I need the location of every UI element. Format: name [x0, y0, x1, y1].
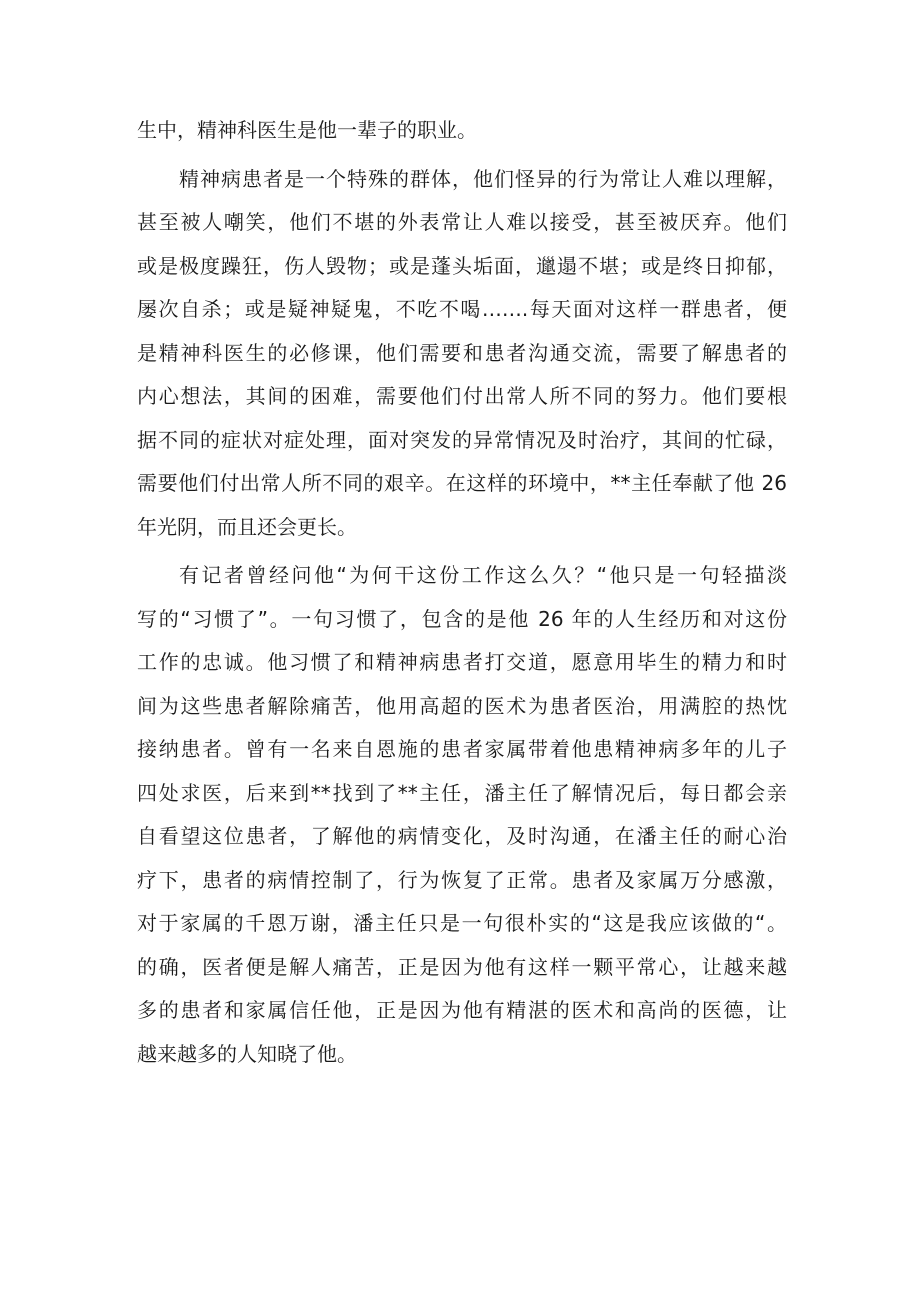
paragraph-1	[137, 109, 787, 153]
text-line: 接纳患者。曾有一名来自恩施的患者家属带着他患精神病多年的儿子	[137, 737, 787, 761]
text-line: 的确，医者便是解人痛苦，正是因为他有这样一颗平常心，让越来越	[137, 954, 787, 979]
text-line: 据不同的症状对症处理，面对突发的异常情况及时治疗，其间的忙碌，	[137, 427, 787, 452]
text-line: 需要他们付出常人所不同的艰辛。在这样的环境中，**主任奉献了他 26	[137, 471, 787, 495]
text-line: 写的“习惯了”。一句习惯了，包含的是他 26 年的人生经历和对这份	[137, 606, 787, 631]
text-line: 自看望这位患者，了解他的病情变化，及时沟通，在潘主任的耐心治	[137, 824, 787, 848]
text-line: 精神病患者是一个特殊的群体，他们怪异的行为常让人难以理解，	[179, 166, 787, 191]
text-line: 年光阴，而且还会更长。	[137, 514, 357, 539]
text-line: 生中，精神科医生是他一辈子的职业。	[137, 118, 477, 142]
text-line: 或是极度躁狂，伤人毁物；或是蓬头垢面，邋遢不堪；或是终日抑郁，	[137, 253, 787, 278]
text-line: 越来越多的人知晓了他。	[137, 1041, 357, 1066]
text-line: 多的患者和家属信任他，正是因为他有精湛的医术和高尚的医德，让	[137, 998, 787, 1022]
text-line: 工作的忠诚。他习惯了和精神病患者打交道，愿意用毕生的精力和时	[137, 650, 787, 674]
text-line: 是精神科医生的必修课，他们需要和患者沟通交流，需要了解患者的	[137, 340, 787, 365]
text-line: 疗下，患者的病情控制了，行为恢复了正常。患者及家属万分感激，	[137, 867, 787, 892]
text-line: 内心想法，其间的困难，需要他们付出常人所不同的努力。他们要根	[137, 384, 787, 408]
document-page	[137, 109, 787, 1076]
text-line: 屡次自杀；或是疑神疑鬼，不吃不喝…….每天面对这样一群患者，便	[137, 297, 787, 321]
text-line: 有记者曾经问他“为何干这份工作这么久？“他只是一句轻描淡	[179, 563, 787, 587]
text-line: 间为这些患者解除痛苦，他用高超的医术为患者医治，用满腔的热忱	[137, 693, 787, 718]
text-line: 四处求医，后来到**找到了**主任，潘主任了解情况后，每日都会亲	[137, 780, 787, 805]
paragraph-2	[137, 158, 787, 550]
text-line: 对于家属的千恩万谢，潘主任只是一句很朴实的“这是我应该做的“。	[137, 911, 787, 935]
text-line: 甚至被人嘲笑，他们不堪的外表常让人难以接受，甚至被厌弃。他们	[137, 210, 787, 234]
paragraph-3	[137, 554, 787, 1076]
